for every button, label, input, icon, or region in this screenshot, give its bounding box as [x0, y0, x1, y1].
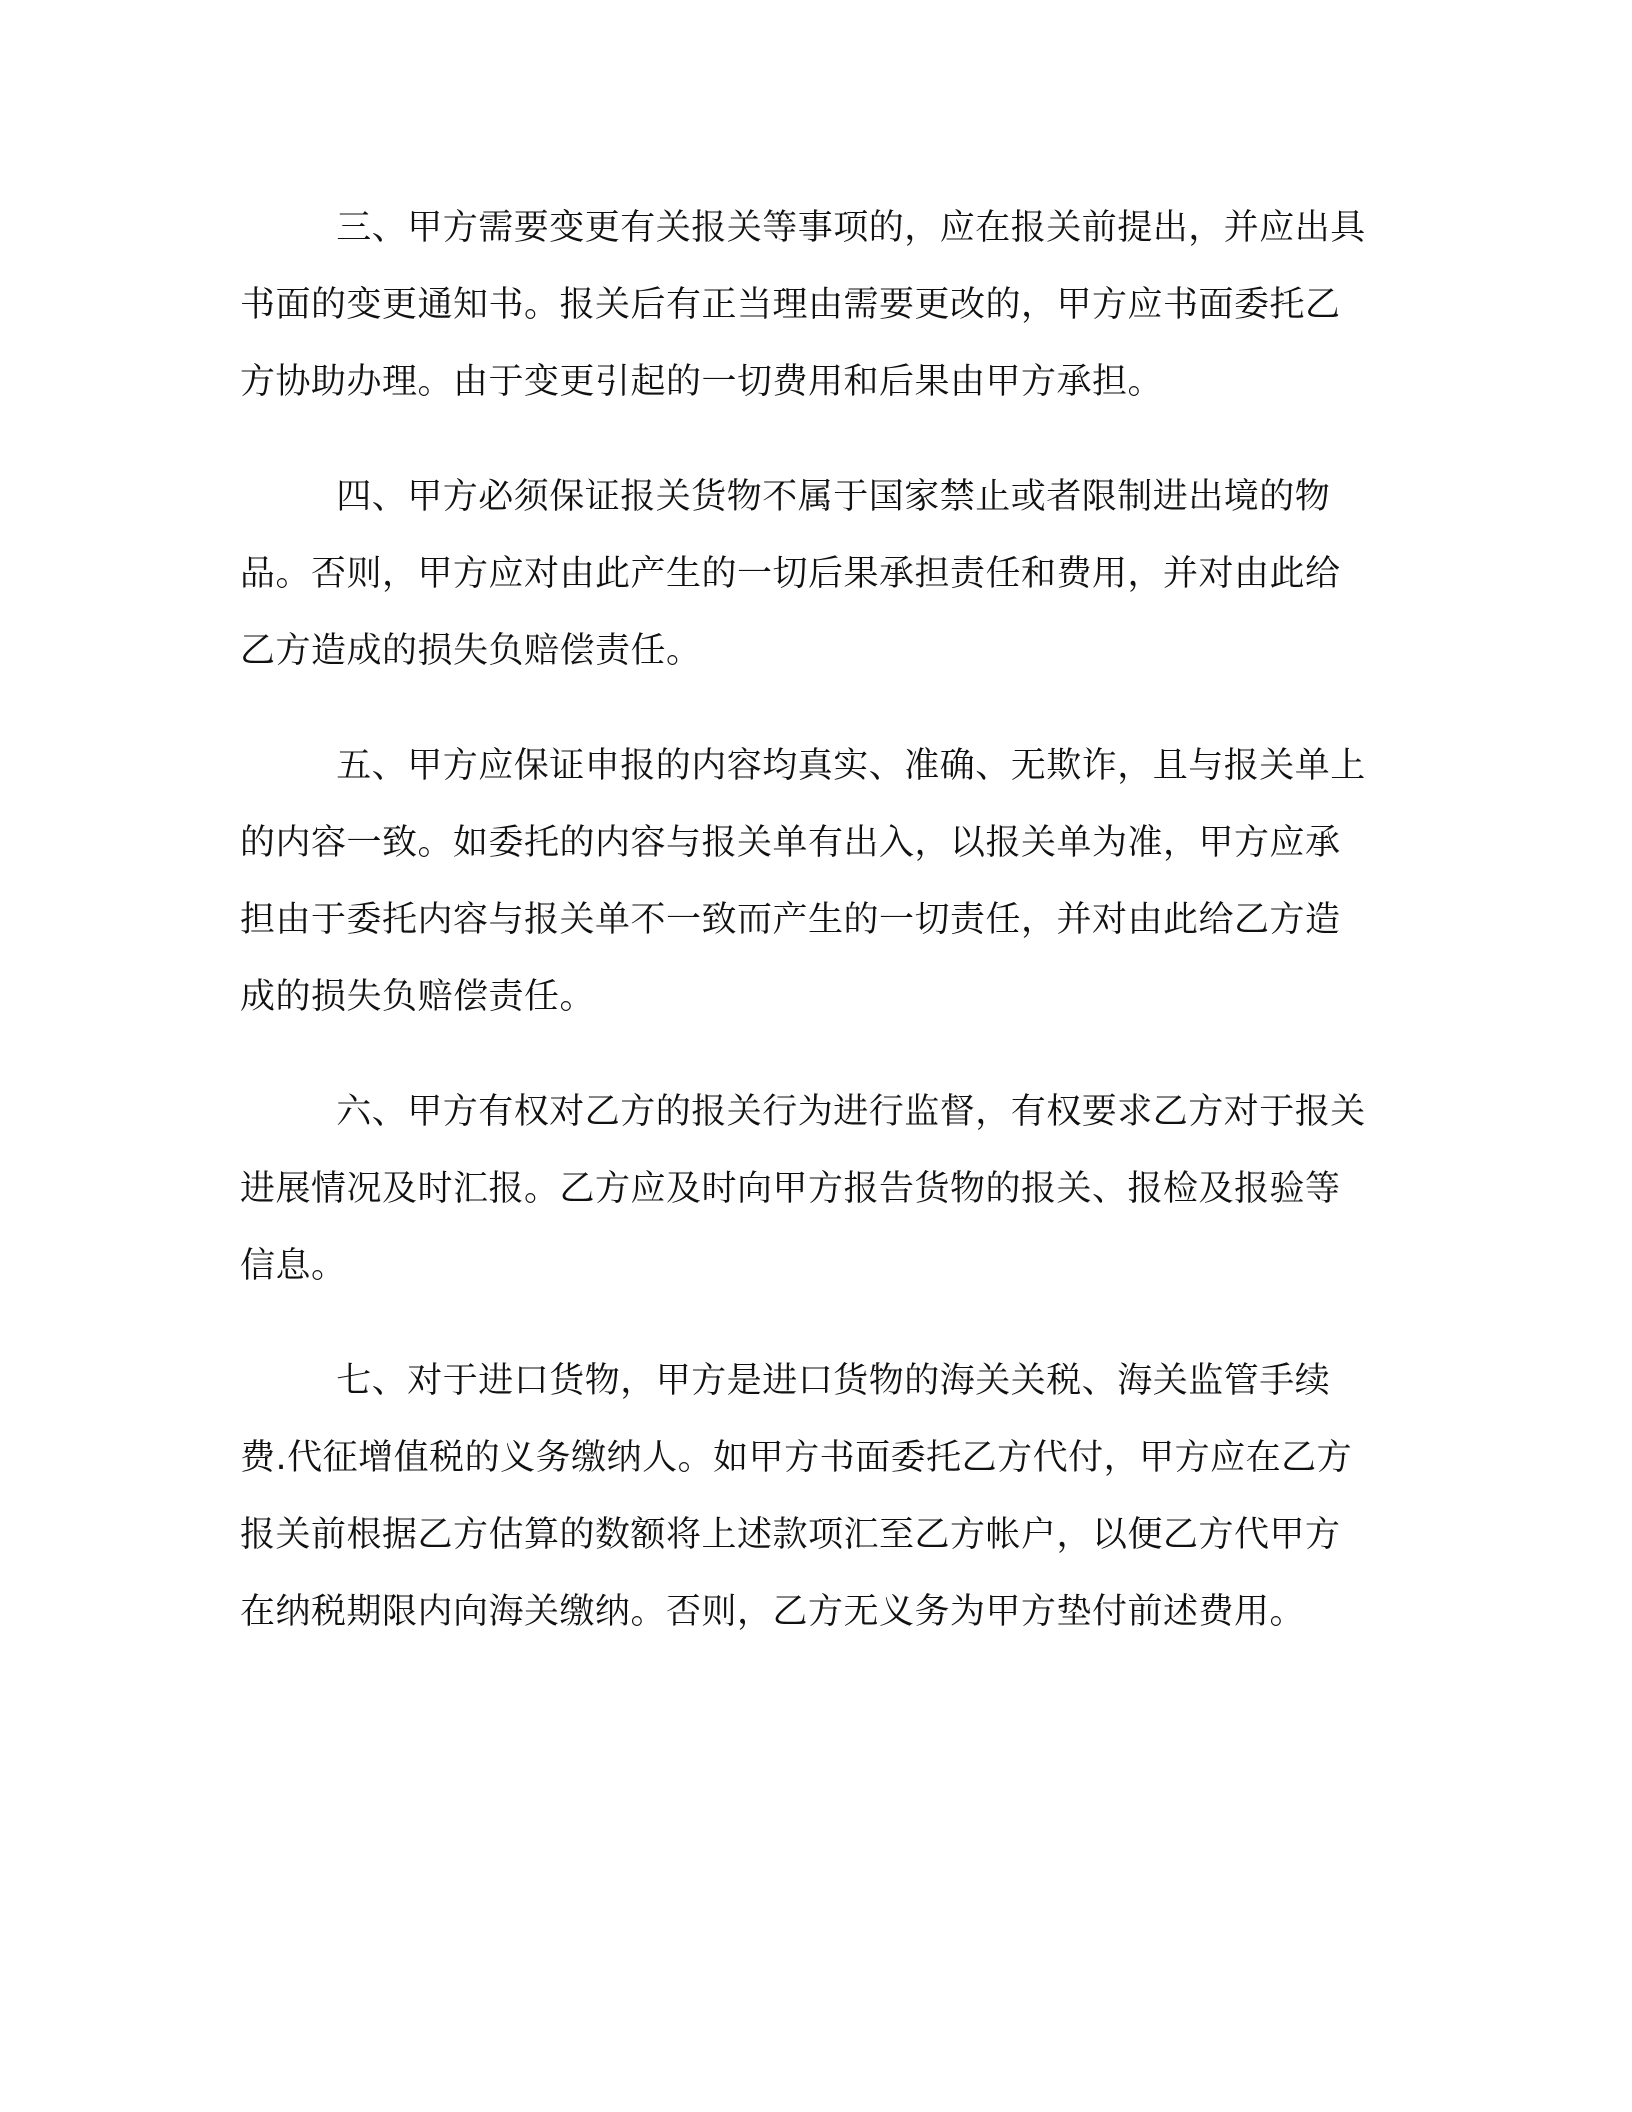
document-body [240, 190, 1370, 1689]
clause-3: 三、甲方需要变更有关报关等事项的，应在报关前提出，并应出具书面的变更通知书。报关后有正当理由需要更改的，甲方应书面委托乙方协助办理。由于变更引起的一切费用和后果由甲方承担。 [240, 208, 1366, 402]
clause-4: 四、甲方必须保证报关货物不属于国家禁止或者限制进出境的物品。否则，甲方应对由此产生的一切后果承担责任和费用，并对由此给乙方造成的损失负赔偿责任。 [240, 477, 1341, 671]
clause-7: 七、对于进口货物，甲方是进口货物的海关关税、海关监管手续费.代征增值税的义务缴纳人。如甲方书面委托乙方代付，甲方应在乙方报关前根据乙方估算的数额将上述款项汇至乙方帐户，以便乙方代甲方在纳税期限内向海关缴纳。否则，乙方无义务为甲方垫付前述费用。 [240, 1361, 1353, 1632]
clause-6: 六、甲方有权对乙方的报关行为进行监督，有权要求乙方对于报关进展情况及时汇报。乙方应及时向甲方报告货物的报关、报检及报验等信息。 [240, 1092, 1366, 1286]
clause-5: 五、甲方应保证申报的内容均真实、准确、无欺诈，且与报关单上的内容一致。如委托的内容与报关单有出入，以报关单为准，甲方应承担由于委托内容与报关单不一致而产生的一切责任，并对由此给乙方造成的损失负赔偿责任。 [240, 746, 1366, 1017]
